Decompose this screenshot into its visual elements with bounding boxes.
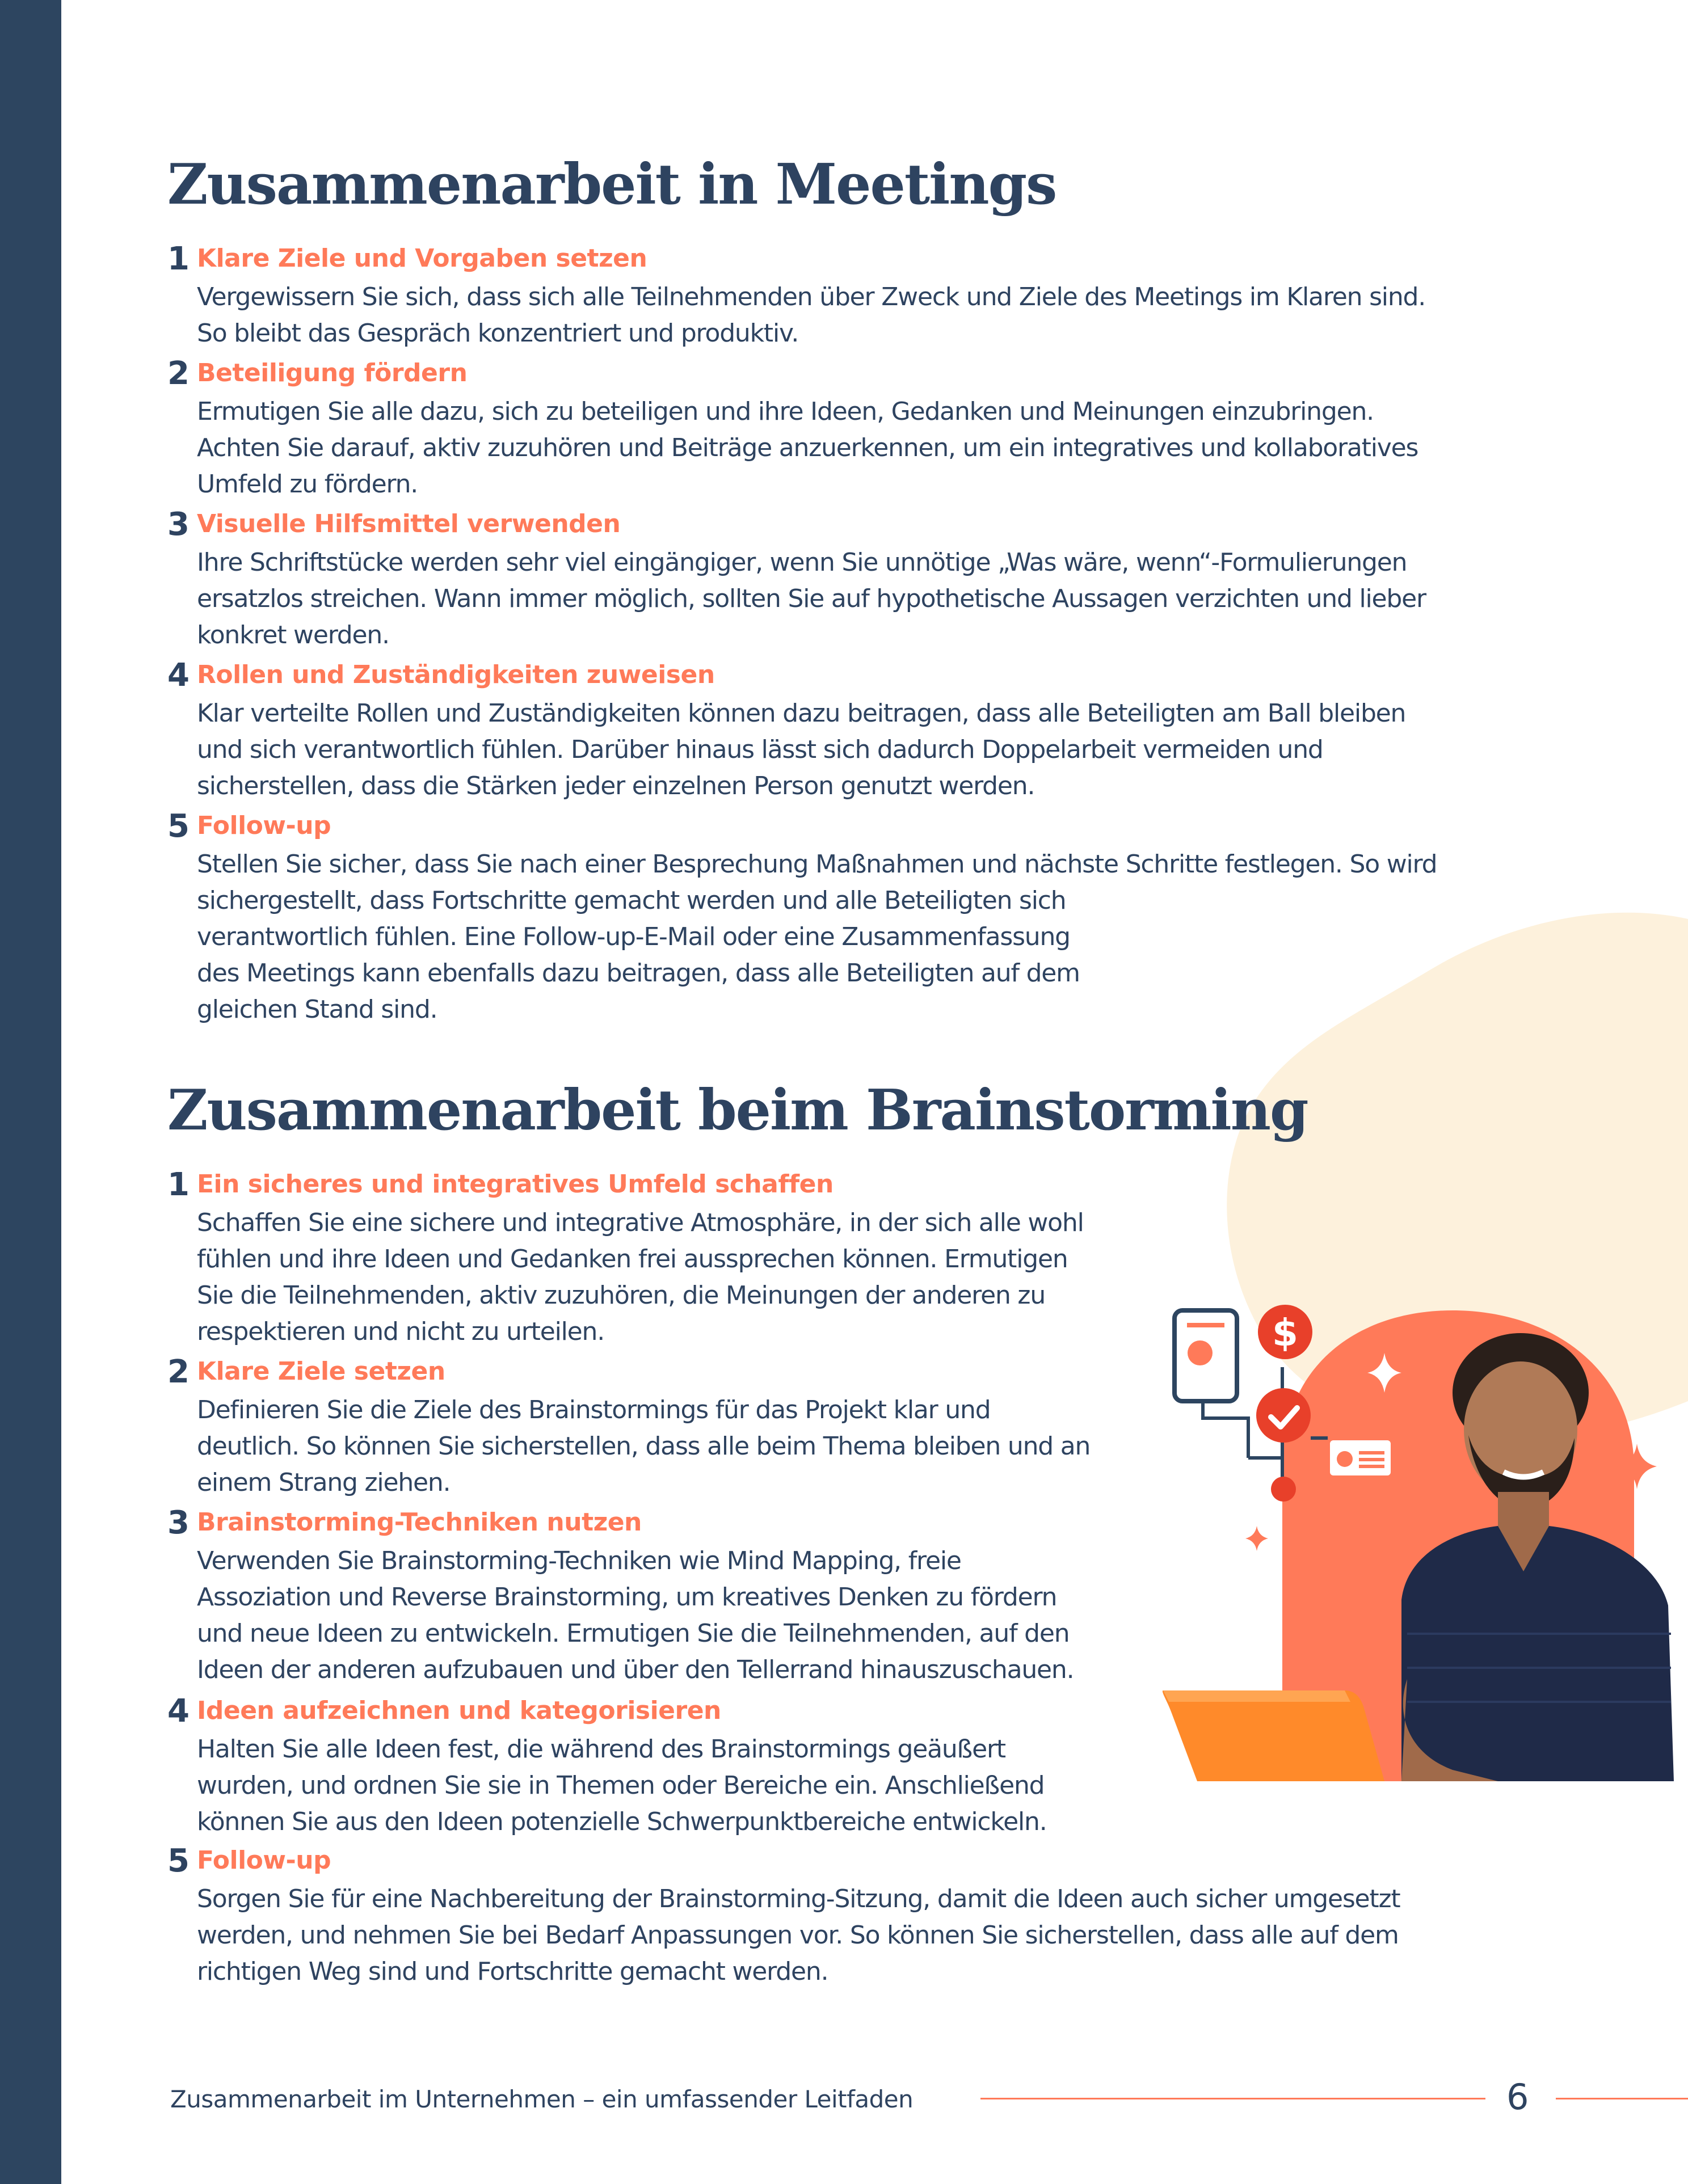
item-body: Stellen Sie sicher, dass Sie nach einer Besprechung Maßnahmen und nächste Schritte festlegen. So wird sichergestellt, dass Fortschritte gemacht werden und alle Beteiligten sich verantwortlich fühlen. Eine Follow-up-E-Mail oder eine Zusammenfassung des Meetings kann ebenfalls dazu beitragen, dass alle Beteiligten auf dem gleichen Stand sind. <box>197 850 1437 1024</box>
item-title: Visuelle Hilfsmittel verwenden <box>197 509 621 538</box>
item-title: Ein sicheres und integratives Umfeld schaffen <box>197 1170 834 1199</box>
dollar-coin-icon <box>1258 1305 1312 1359</box>
page-number: 6 <box>1506 2076 1529 2118</box>
item-title: Brainstorming-Techniken nutzen <box>197 1508 642 1537</box>
item-body: Halten Sie alle Ideen fest, die während des Brainstormings geäußert wurden, und ordnen Sie sie in Themen oder Bereiche ein. Anschließend können Sie aus den Ideen potenzielle Schwerpunktbereiche entwickeln. <box>197 1735 1047 1836</box>
item-title: Ideen aufzeichnen und kategorisieren <box>197 1696 721 1725</box>
item-title: Rollen und Zuständigkeiten zuweisen <box>197 660 715 689</box>
phone-icon <box>1175 1310 1237 1401</box>
illustration <box>1157 1282 1688 1781</box>
item-number: 1 <box>167 241 190 277</box>
item-title: Klare Ziele und Vorgaben setzen <box>197 244 647 273</box>
item-body: Vergewissern Sie sich, dass sich alle Teilnehmenden über Zweck und Ziele des Meetings im Klaren sind. So bleibt das Gespräch konzentriert und produktiv. <box>197 283 1426 348</box>
footer-divider <box>1556 2098 1688 2099</box>
sparkle-icon <box>1245 1526 1268 1551</box>
item-body: Ihre Schriftstücke werden sehr viel eingängiger, wenn Sie unnötige „Was wäre, wenn“-Formulierungen ersatzlos streichen. Wann immer möglich, sollten Sie auf hypothetische Aussagen verzichten und lieber konkret werden. <box>197 548 1426 650</box>
item-title: Klare Ziele setzen <box>197 1357 445 1386</box>
item-body: Schaffen Sie eine sichere und integrative Atmosphäre, in der sich alle wohl fühlen und ihre Ideen und Gedanken frei aussprechen können. Ermutigen Sie die Teilnehmenden, aktiv zuzuhören, die Meinungen der anderen zu respektieren und nicht zu urteilen. <box>197 1208 1084 1346</box>
laptop <box>1163 1690 1384 1781</box>
section-title: Zusammenarbeit beim Brainstorming <box>167 1078 1308 1143</box>
item-title: Beteiligung fördern <box>197 359 468 387</box>
item-number: 4 <box>167 657 190 694</box>
section-title: Zusammenarbeit in Meetings <box>167 152 1056 217</box>
item-number: 5 <box>167 1843 190 1879</box>
footer-divider <box>980 2098 1485 2099</box>
item-title: Follow-up <box>197 811 331 840</box>
item-body: Sorgen Sie für eine Nachbereitung der Brainstorming-Sitzung, damit die Ideen auch sicher umgesetzt werden, und nehmen Sie bei Bedarf Anpassungen vor. So können Sie sicherstellen, dass alle auf dem richtigen Weg sind und Fortschritte gemacht werden. <box>197 1884 1400 1986</box>
footer-title: Zusammenarbeit im Unternehmen – ein umfassender Leitfaden <box>170 2085 914 2113</box>
item-number: 1 <box>167 1166 190 1203</box>
item-number: 3 <box>167 506 190 543</box>
item-number: 5 <box>167 808 190 845</box>
check-circle-icon <box>1256 1388 1311 1443</box>
connector-dot <box>1271 1477 1296 1502</box>
item-number: 4 <box>167 1693 190 1730</box>
item-body: Verwenden Sie Brainstorming-Techniken wie Mind Mapping, freie Assoziation und Reverse Brainstorming, um kreatives Denken zu fördern und neue Ideen zu entwickeln. Ermutigen Sie die Teilnehmenden, auf den Ideen der anderen aufzubauen und über den Tellerrand hinauszuschauen. <box>197 1546 1074 1684</box>
item-body: Klar verteilte Rollen und Zuständigkeiten können dazu beitragen, dass alle Beteiligten am Ball bleiben und sich verantwortlich fühlen. Darüber hinaus lässt sich dadurch Doppelarbeit vermeiden und sicherstellen, dass die Stärken jeder einzelnen Person genutzt werden. <box>197 699 1406 800</box>
item-number: 3 <box>167 1504 190 1541</box>
section-meetings <box>167 152 1056 217</box>
item-body: Definieren Sie die Ziele des Brainstormings für das Projekt klar und deutlich. So können Sie sicherstellen, dass alle beim Thema bleiben und an einem Strang ziehen. <box>197 1395 1091 1497</box>
item-body: Ermutigen Sie alle dazu, sich zu beteiligen und ihre Ideen, Gedanken und Meinungen einzubringen. Achten Sie darauf, aktiv zuzuhören und Beiträge anzuerkennen, um ein integratives und kollaboratives Umfeld zu fördern. <box>197 397 1418 499</box>
item-number: 2 <box>167 355 190 392</box>
id-card-icon <box>1328 1438 1393 1478</box>
item-title: Follow-up <box>197 1846 331 1875</box>
sidebar-bar <box>0 0 61 2184</box>
svg-text:$: $ <box>1272 1311 1298 1355</box>
item-number: 2 <box>167 1354 190 1390</box>
section-brainstorming <box>167 1078 1308 1143</box>
